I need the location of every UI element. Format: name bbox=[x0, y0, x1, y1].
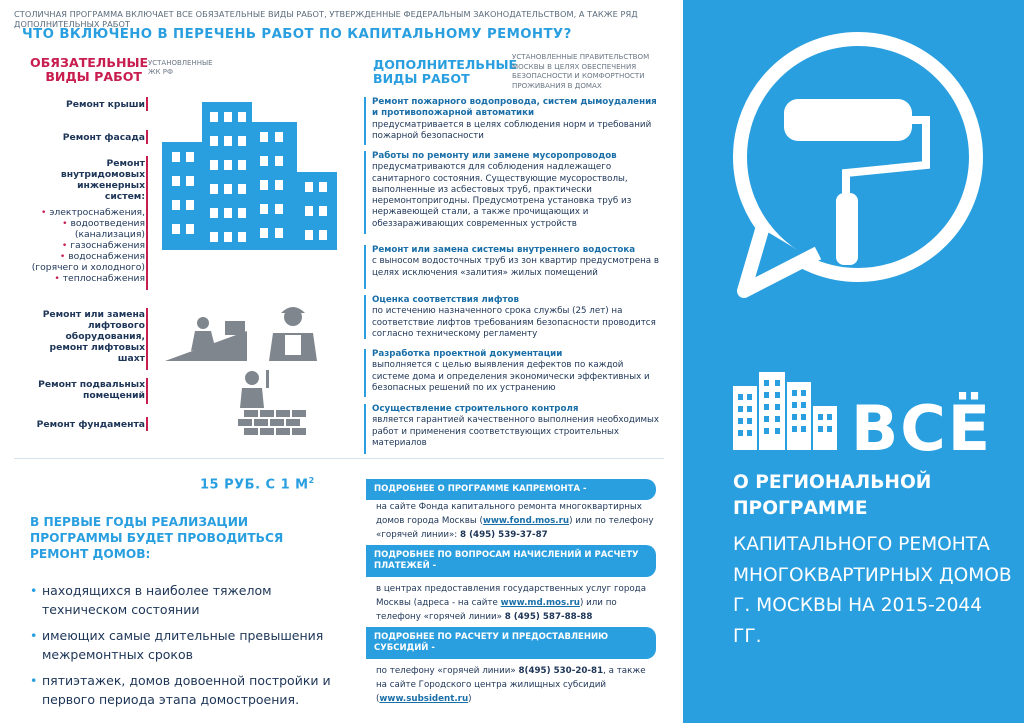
info-text-subsidies: по телефону «горячей линии» 8(495) 530-20-81, а также на сайте Городского центра жилищных субсидий (www.subsident.ru) bbox=[376, 666, 646, 704]
mandatory-subheading bbox=[148, 59, 228, 77]
marker-bar bbox=[364, 404, 366, 454]
bullet-item: • находящихся в наиболее тяжелом техническом состоянии bbox=[30, 582, 350, 619]
roofer-worker-icon bbox=[165, 303, 325, 365]
additional-item: Осуществление строительного контроля является гарантией качественного выполнения необходимых работ и применения соответствующих строительных материалов bbox=[372, 404, 660, 448]
info-text-program: на сайте Фонда капитального ремонта многоквартирных домов города Москвы (www.fond.mos.ru) или по телефону «горячей линии»: 8 (495) 539-37-87 bbox=[376, 502, 654, 540]
mandatory-sub-line1: УСТАНОВЛЕННЫЕ bbox=[148, 59, 213, 67]
system-item: • теплоснабжения bbox=[54, 273, 145, 284]
bullet-item: • имеющих самые длительные превышения межремонтных сроков bbox=[30, 627, 350, 664]
mandatory-heading-line2: ВИДЫ РАБОТ bbox=[45, 69, 142, 84]
subsident-link[interactable]: www.subsident.ru bbox=[379, 694, 469, 704]
fond-link[interactable]: www.fond.mos.ru bbox=[482, 516, 570, 526]
md-link[interactable]: www.md.mos.ru bbox=[500, 598, 580, 608]
system-item: • электроснабжения, bbox=[41, 207, 145, 218]
cover-panel bbox=[683, 0, 1024, 723]
marker-bar bbox=[146, 378, 148, 404]
mandatory-systems-list bbox=[4, 207, 145, 284]
system-item: • водоснабжения (горячего и холодного) bbox=[31, 251, 145, 273]
marker-bar bbox=[364, 295, 366, 339]
bullet-item: • пятиэтажек, домов довоенной постройки и первого периода этапа домостроения. bbox=[30, 672, 350, 709]
additional-subheading: УСТАНОВЛЕННЫЕ ПРАВИТЕЛЬСТВОМ МОСКВЫ В ЦЕЛЯХ ОБЕСПЕЧЕНИЯ БЕЗОПАСНОСТИ И КОМФОРТНОСТИ ПРОЖИВАНИЯ В ДОМАХ bbox=[512, 52, 650, 90]
bricklayer-worker-icon bbox=[230, 368, 310, 436]
additional-item: Ремонт пожарного водопровода, систем дымоудаления и противопожарной автоматики предусматривается в целях соблюдения норм и требований пожарной безопасности bbox=[372, 97, 657, 141]
additional-item: Работы по ремонту или замене мусоропроводов предусматриваются для соблюдения надлежащего санитарного состояния. Существующие мусоростволы, выполненные из асбестовых труб, практически неремонтопригодны. Предусмотрена установка труб из нержавеющей стали, а также прочищающих и обеззараживающих современных устройств bbox=[372, 151, 632, 229]
marker-bar bbox=[364, 151, 366, 234]
divider bbox=[14, 458, 664, 459]
system-item: • водоотведения (канализация) bbox=[62, 218, 145, 240]
additional-heading-line1: ДОПОЛНИТЕЛЬНЫЕ bbox=[373, 57, 518, 72]
additional-heading-line2: ВИДЫ РАБОТ bbox=[373, 71, 470, 86]
mandatory-item-engineering: Ремонт внутридомовых инженерных систем: bbox=[60, 158, 145, 202]
city-logo-icon bbox=[733, 372, 843, 452]
cover-subtitle-bold: О РЕГИОНАЛЬНОЙ ПРОГРАММЕ bbox=[733, 472, 932, 519]
cover-big-title: ВСЁ bbox=[851, 392, 993, 465]
top-note: СТОЛИЧНАЯ ПРОГРАММА ВКЛЮЧАЕТ ВСЕ ОБЯЗАТЕЛЬНЫЕ ВИДЫ РАБОТ, УТВЕРЖДЕННЫЕ ФЕДЕРАЛЬНЫМ ЗАКОНОДАТЕЛЬСТВОМ, А ТАКЖЕ РЯД ДОПОЛНИТЕЛЬНЫХ РАБОТ bbox=[14, 9, 638, 29]
marker-bar bbox=[146, 130, 148, 144]
info-bar-subsidies: ПОДРОБНЕЕ ПО РАСЧЕТУ И ПРЕДОСТАВЛЕНИЮ СУБСИДИЙ - bbox=[366, 627, 656, 659]
additional-item: Ремонт или замена системы внутреннего водостока с выносом водосточных труб из зон квартир предусмотрена в целях исключения «залития» жилых помещений bbox=[372, 245, 659, 278]
additional-item: Оценка соответствия лифтов по истечению назначенного срока службы (25 лет) на соответствие лифтов требованиям безопасности проводится согласно техническому регламенту bbox=[372, 295, 656, 339]
cover-subtitle: КАПИТАЛЬНОГО РЕМОНТА МНОГОКВАРТИРНЫХ ДОМОВ Г. МОСКВЫ НА 2015-2044 ГГ. bbox=[733, 534, 1012, 647]
mandatory-item-foundation: Ремонт фундамента bbox=[36, 419, 145, 430]
mandatory-item-basement: Ремонт подвальных помещений bbox=[38, 379, 145, 401]
marker-bar bbox=[364, 245, 366, 289]
mandatory-heading-line1: ОБЯЗАТЕЛЬНЫЕ bbox=[30, 55, 149, 70]
marker-bar bbox=[146, 97, 148, 111]
paint-roller-bubble-icon bbox=[726, 25, 986, 315]
additional-heading bbox=[373, 57, 518, 86]
price: 15 РУБ. С 1 $М^2$ bbox=[200, 476, 315, 493]
additional-item: Разработка проектной документации выполняется с целью выявления дефектов по каждой системе дома и определения экономически эффективных и безопасных решений по их устранению bbox=[372, 349, 650, 393]
mandatory-sub-line2: ЖК РФ bbox=[148, 68, 173, 76]
info-bar-payments: ПОДРОБНЕЕ ПО ВОПРОСАМ НАЧИСЛЕНИЙ И РАСЧЕТУ ПЛАТЕЖЕЙ - bbox=[366, 545, 656, 577]
years-title: В ПЕРВЫЕ ГОДЫ РЕАЛИЗАЦИИ ПРОГРАММЫ БУДЕТ ПРОВОДИТЬСЯ РЕМОНТ ДОМОВ: bbox=[30, 515, 284, 561]
marker-bar bbox=[364, 349, 366, 397]
main-title: ЧТО ВКЛЮЧЕНО В ПЕРЕЧЕНЬ РАБОТ ПО КАПИТАЛЬНОМУ РЕМОНТУ? bbox=[22, 27, 572, 42]
mandatory-heading bbox=[30, 55, 149, 84]
info-text-payments: в центрах предоставления государственных услуг города Москвы (адреса - на сайте www.md.mos.ru) или по телефону «горячей линии» 8 (495) 587-88-88 bbox=[376, 584, 647, 622]
mandatory-item-facade: Ремонт фасада bbox=[62, 132, 145, 143]
building-illustration bbox=[162, 102, 342, 252]
marker-bar bbox=[146, 308, 148, 370]
bullet-list bbox=[30, 582, 350, 717]
mandatory-item-roof: Ремонт крыши bbox=[66, 99, 145, 110]
system-item: • газоснабжения bbox=[61, 240, 145, 251]
marker-bar bbox=[146, 156, 148, 290]
marker-bar bbox=[364, 97, 366, 145]
marker-bar bbox=[146, 417, 148, 431]
mandatory-item-lift: Ремонт или замена лифтового оборудования, ремонт лифтовых шахт bbox=[42, 309, 145, 364]
info-bar-program: ПОДРОБНЕЕ О ПРОГРАММЕ КАПРЕМОНТА - bbox=[366, 479, 656, 500]
